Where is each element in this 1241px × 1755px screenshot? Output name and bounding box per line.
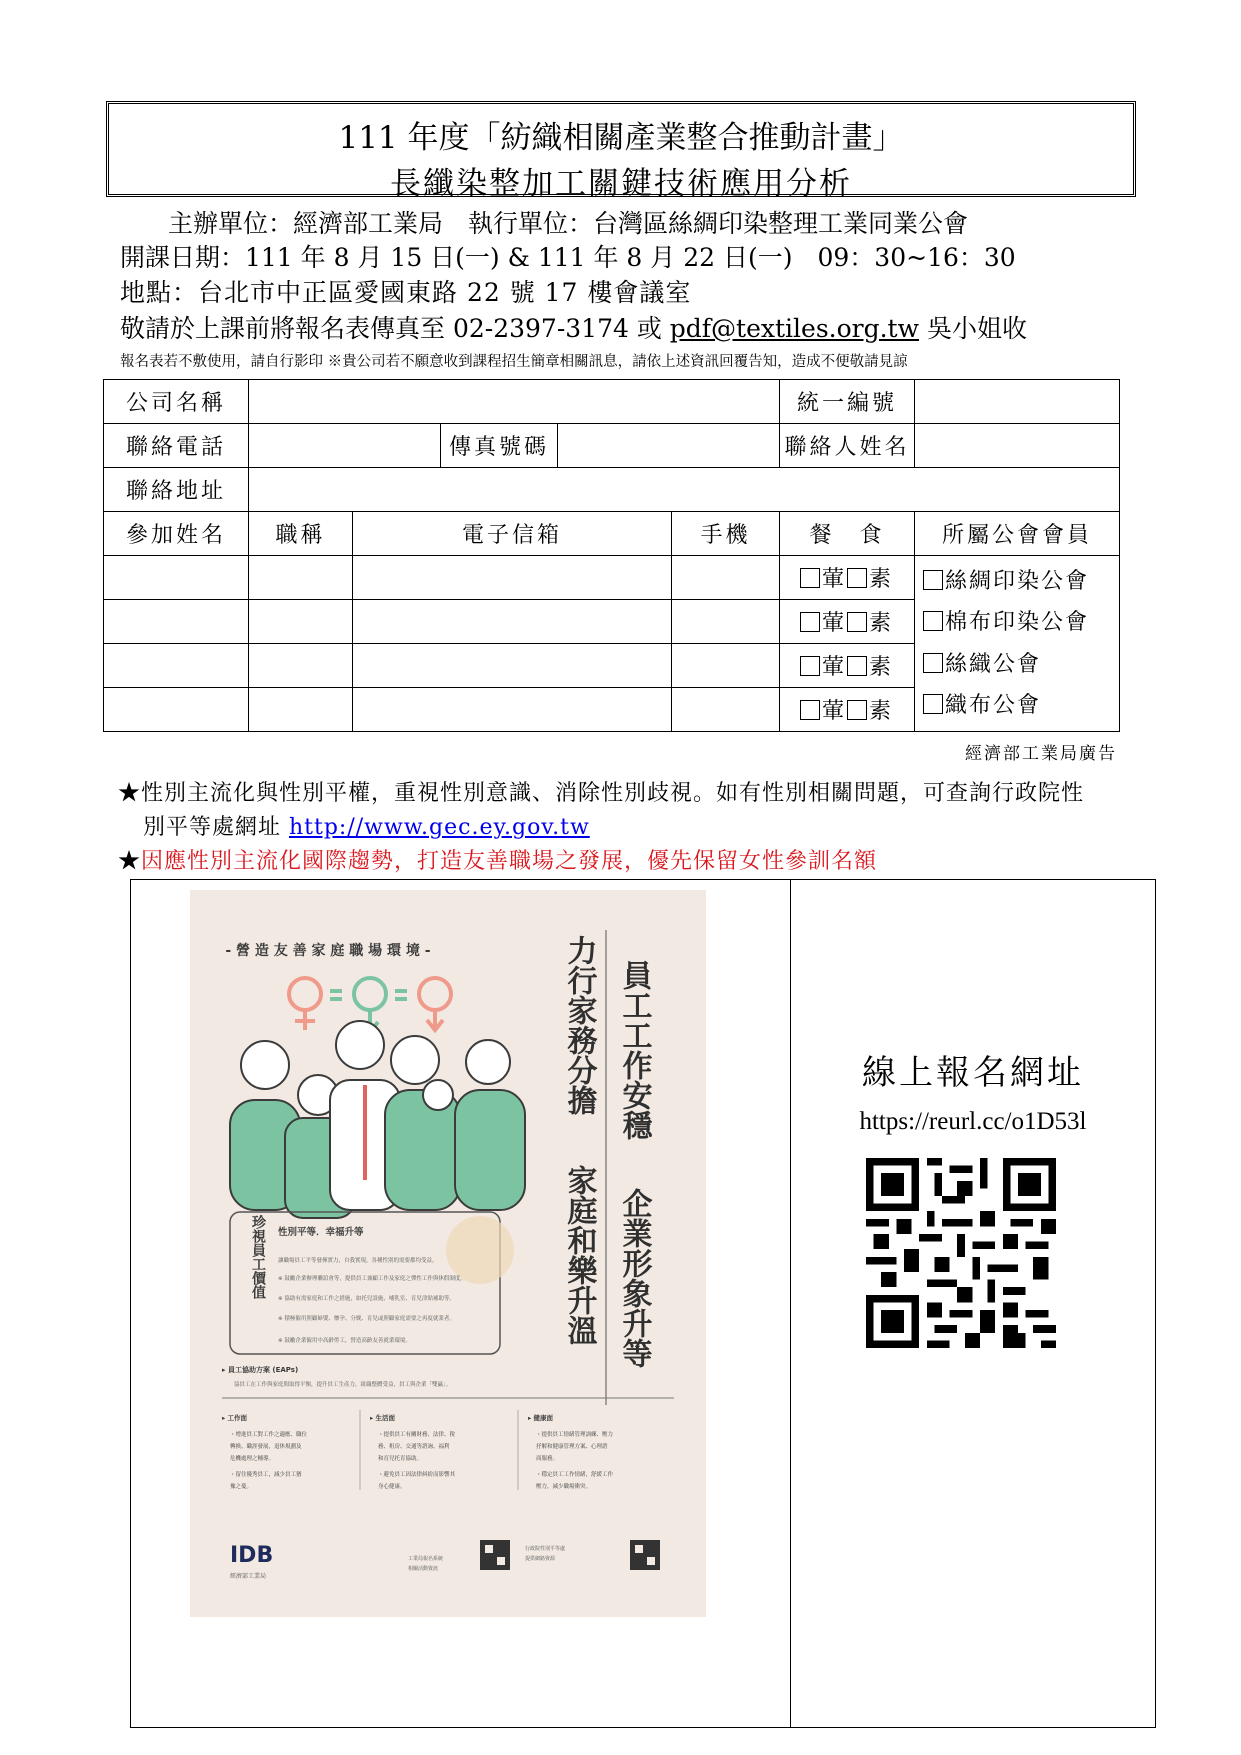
attendee-email-field[interactable] — [353, 556, 672, 600]
poster-banner: - 營 造 友 善 家 庭 職 場 環 境 - — [225, 943, 431, 959]
svg-text:商服務。: 商服務。 — [536, 1456, 559, 1462]
meat-checkbox[interactable] — [800, 568, 820, 588]
fax-prefix: 敬請於上課前將報名表傳真至 02-2397-3174 或 — [120, 314, 670, 343]
veg-label: 素 — [869, 567, 895, 592]
attendee-title-field[interactable] — [249, 688, 353, 732]
attendee-title-field[interactable] — [249, 644, 353, 688]
checkbox-icon[interactable] — [923, 653, 943, 673]
gender-note-text: 別平等處網址 — [143, 815, 289, 840]
meat-checkbox[interactable] — [800, 612, 820, 632]
svg-text:※ 鼓勵企業僱用中高齡勞工，營造高齡友善就業環境。: ※ 鼓勵企業僱用中高齡勞工，營造高齡友善就業環境。 — [278, 1338, 411, 1344]
fax-line — [120, 309, 1027, 345]
meal-choice — [780, 556, 915, 600]
equal-icon — [395, 991, 407, 999]
registration-url[interactable]: https://reurl.cc/o1D53l — [859, 1108, 1087, 1135]
meal-choice — [780, 644, 915, 688]
ad-note: 經濟部工業局廣告 — [965, 744, 1117, 764]
gender-combined-icon — [419, 978, 451, 1030]
phone-field[interactable] — [249, 424, 441, 468]
union-options — [915, 556, 1120, 732]
svg-text:・留住優秀員工，減少員工猶: ・留住優秀員工，減少員工猶 — [230, 1472, 302, 1478]
attendee-mobile-field[interactable] — [672, 644, 780, 688]
gec-link[interactable]: http://www.gec.ey.gov.tw — [289, 815, 590, 840]
union-option[interactable] — [923, 561, 1119, 603]
idb-logo-sub: 經濟部工業局 — [230, 1573, 267, 1580]
tax-id-field[interactable] — [915, 380, 1120, 424]
svg-text:抒解和健康管理方案、心理諮: 抒解和健康管理方案、心理諮 — [536, 1444, 608, 1450]
svg-text:身心健康。: 身心健康。 — [378, 1484, 406, 1490]
col-meal: 餐 食 — [780, 512, 915, 556]
union-option[interactable] — [923, 602, 1119, 644]
address-label: 聯絡地址 — [104, 468, 249, 512]
idb-logo: IDB — [230, 1543, 274, 1568]
svg-text:・增進員工對工作之適應、職位: ・增進員工對工作之適應、職位 — [230, 1432, 308, 1438]
eap-text: 協員工在工作與家庭間取得平衡，提升員工生產力，組織整體受益，員工與企業「雙贏」。 — [234, 1382, 452, 1388]
meat-label: 葷 — [821, 567, 847, 592]
attendee-email-field[interactable] — [353, 644, 672, 688]
svg-text:務、租房、交通等諮詢、福利: 務、租房、交通等諮詢、福利 — [378, 1444, 450, 1450]
meal-choice — [780, 600, 915, 644]
qr-note-3: 行政院性別平等處 — [525, 1546, 566, 1552]
attendee-mobile-field[interactable] — [672, 688, 780, 732]
meat-checkbox[interactable] — [800, 700, 820, 720]
veg-label: 素 — [869, 611, 895, 636]
family-illustration — [230, 1021, 525, 1218]
gender-symbols-icon — [289, 978, 321, 1030]
title-line-1: 111 年度「紡織相關產業整合推動計畫」 — [338, 120, 904, 156]
fax-field[interactable] — [558, 424, 780, 468]
fax-label: 傳真號碼 — [441, 424, 558, 468]
checkbox-icon[interactable] — [923, 570, 943, 590]
gender-note-line1: ★性別主流化與性別平權，重視性別意識、消除性別歧視。如有性別相關問題，可查詢行政院性 — [118, 781, 1085, 806]
union-option[interactable] — [923, 644, 1119, 686]
vertical-title-left-2: 家庭和樂升溫 — [561, 1165, 597, 1345]
attendee-title-field[interactable] — [249, 556, 353, 600]
union-label: 絲綢印染公會 — [945, 568, 1090, 594]
registration-qr-icon[interactable] — [866, 1158, 1056, 1352]
divider-line — [790, 879, 791, 1728]
svg-text:・提供員工有關財務、法律、稅: ・提供員工有關財務、法律、稅 — [378, 1432, 456, 1438]
veg-label: 素 — [869, 655, 895, 680]
attendee-email-field[interactable] — [353, 688, 672, 732]
phone-label: 聯絡電話 — [104, 424, 249, 468]
veg-checkbox[interactable] — [847, 656, 867, 676]
checkbox-icon[interactable] — [923, 611, 943, 631]
star-icon: ★ — [118, 849, 142, 874]
svg-text:讓職場員工平等發揮實力，自我實現，各種性別的需要都均受益。: 讓職場員工平等發揮實力，自我實現，各種性別的需要都均受益。 — [278, 1258, 438, 1264]
vertical-title-right-1: 員工工作安穩 — [616, 960, 652, 1140]
attendee-mobile-field[interactable] — [672, 600, 780, 644]
priority-note — [118, 844, 877, 875]
col-email: 電子信箱 — [353, 512, 672, 556]
svg-text:▸ 工作面: ▸ 工作面 — [222, 1414, 248, 1422]
svg-text:※ 鼓勵企業辦理聯誼會等，提供員工兼顧工作及家庭之彈性工作與: ※ 鼓勵企業辦理聯誼會等，提供員工兼顧工作及家庭之彈性工作與休假制度。 — [278, 1276, 466, 1282]
svg-text:轉換、職涯發展，退休規劃及: 轉換、職涯發展，退休規劃及 — [230, 1444, 302, 1450]
qr-note-2: 相關活動資訊 — [408, 1566, 439, 1572]
meat-label: 葷 — [821, 655, 847, 680]
col-mobile: 手機 — [672, 512, 780, 556]
svg-text:▸ 健康面: ▸ 健康面 — [528, 1414, 554, 1422]
svg-text:・穩定員工工作情緒，舒緩工作: ・穩定員工工作情緒，舒緩工作 — [536, 1472, 614, 1478]
vertical-titles — [562, 935, 653, 1368]
union-label: 絲織公會 — [945, 651, 1042, 677]
svg-text:豫之憂。: 豫之憂。 — [230, 1484, 253, 1490]
address-field[interactable] — [249, 468, 1120, 512]
gender-note-line2 — [143, 810, 590, 841]
organizer-line: 主辦單位：經濟部工業局 執行單位：台灣區絲綢印染整理工業同業公會 — [168, 209, 969, 238]
attendee-email-field[interactable] — [353, 600, 672, 644]
attendee-name-field[interactable] — [104, 600, 249, 644]
company-name-label: 公司名稱 — [104, 380, 249, 424]
svg-text:※ 協助有需家庭和工作之措施，如托兒設施、哺乳室、育兒津貼補: ※ 協助有需家庭和工作之措施，如托兒設施、哺乳室、育兒津貼補助等。 — [278, 1296, 455, 1302]
registration-form — [103, 379, 1120, 732]
attendee-mobile-field[interactable] — [672, 556, 780, 600]
gender-equality-poster — [190, 890, 706, 1617]
meat-label: 葷 — [821, 611, 847, 636]
attendee-name-field[interactable] — [104, 644, 249, 688]
equal-icon — [330, 991, 342, 999]
contact-name-field[interactable] — [915, 424, 1120, 468]
title-line-2: 長纖染整加工關鍵技術應用分析 — [390, 166, 852, 202]
union-option[interactable] — [923, 685, 1119, 727]
priority-text: 因應性別主流化國際趨勢，打造友善職場之發展，優先保留女性參訓名額 — [141, 849, 878, 874]
eap-columns — [222, 1413, 614, 1490]
svg-text:▸ 生活面: ▸ 生活面 — [370, 1414, 396, 1422]
attendee-name-field[interactable] — [104, 556, 249, 600]
email-link[interactable]: pdf@textiles.org.tw — [669, 314, 920, 343]
svg-text:・提供員工情緒管理訓練、壓力: ・提供員工情緒管理訓練、壓力 — [536, 1432, 614, 1438]
dates-line: 開課日期：111 年 8 月 15 日(一) & 111 年 8 月 22 日(一) 09：30~16：30 — [120, 243, 1016, 272]
veg-checkbox[interactable] — [847, 612, 867, 632]
box-side-title: 珍視員工價值 — [250, 1215, 266, 1299]
fax-suffix: 吳小姐收 — [919, 314, 1027, 343]
meat-label: 葷 — [821, 699, 847, 724]
box-lines — [278, 1256, 466, 1344]
tax-id-label: 統一編號 — [780, 380, 915, 424]
registration-title: 線上報名網址 — [862, 1053, 1084, 1093]
union-label: 棉布印染公會 — [945, 610, 1090, 635]
vertical-title-right-2: 企業形象升等 — [616, 1188, 652, 1368]
box-title: 性別平等．幸福升等 — [278, 1227, 364, 1238]
checkbox-icon[interactable] — [923, 694, 943, 714]
veg-checkbox[interactable] — [847, 568, 867, 588]
union-label: 織布公會 — [945, 693, 1042, 718]
col-title: 職稱 — [249, 512, 353, 556]
col-name: 參加姓名 — [104, 512, 249, 556]
col-union: 所屬公會會員 — [915, 512, 1120, 556]
attendee-title-field[interactable] — [249, 600, 353, 644]
title-box — [106, 101, 1136, 202]
qr-note-1: 工業局報名系統 — [408, 1556, 444, 1562]
veg-checkbox[interactable] — [847, 700, 867, 720]
svg-text:・避免員工因法律糾紛而影響其: ・避免員工因法律糾紛而影響其 — [378, 1472, 456, 1478]
vertical-title-left-1: 力行家務分擔 — [561, 935, 597, 1115]
meat-checkbox[interactable] — [800, 656, 820, 676]
svg-text:※ 積極僱用照顧婦嬰、懷孕、分娩、育兒或照顧家庭需要之再度就: ※ 積極僱用照顧婦嬰、懷孕、分娩、育兒或照顧家庭需要之再度就業者。 — [278, 1316, 455, 1322]
attendee-name-field[interactable] — [104, 688, 249, 732]
poster-artwork — [190, 890, 706, 1617]
poster-qr-icon — [480, 1540, 510, 1570]
qr-note-4: 提供網路資源 — [525, 1556, 556, 1562]
meal-choice — [780, 688, 915, 732]
svg-text:壓力，減少職場衝突。: 壓力，減少職場衝突。 — [536, 1484, 592, 1490]
eap-title: ▸ 員工協助方案 (EAPs) — [222, 1366, 299, 1374]
company-name-field[interactable] — [249, 380, 780, 424]
poster-qr-icon-2 — [630, 1540, 660, 1570]
location-line: 地點：台北市中正區愛國東路 22 號 17 樓會議室 — [120, 278, 692, 307]
notice-line: 報名表若不敷使用，請自行影印 ※貴公司若不願意收到課程招生簡章相關訊息，請依上述資訊回覆告知，造成不便敬請見諒 — [120, 354, 908, 370]
svg-text:和育兒托育協助。: 和育兒托育協助。 — [378, 1456, 423, 1462]
veg-label: 素 — [869, 699, 895, 724]
svg-text:危機處理之輔導。: 危機處理之輔導。 — [230, 1456, 275, 1462]
contact-name-label: 聯絡人姓名 — [780, 424, 915, 468]
